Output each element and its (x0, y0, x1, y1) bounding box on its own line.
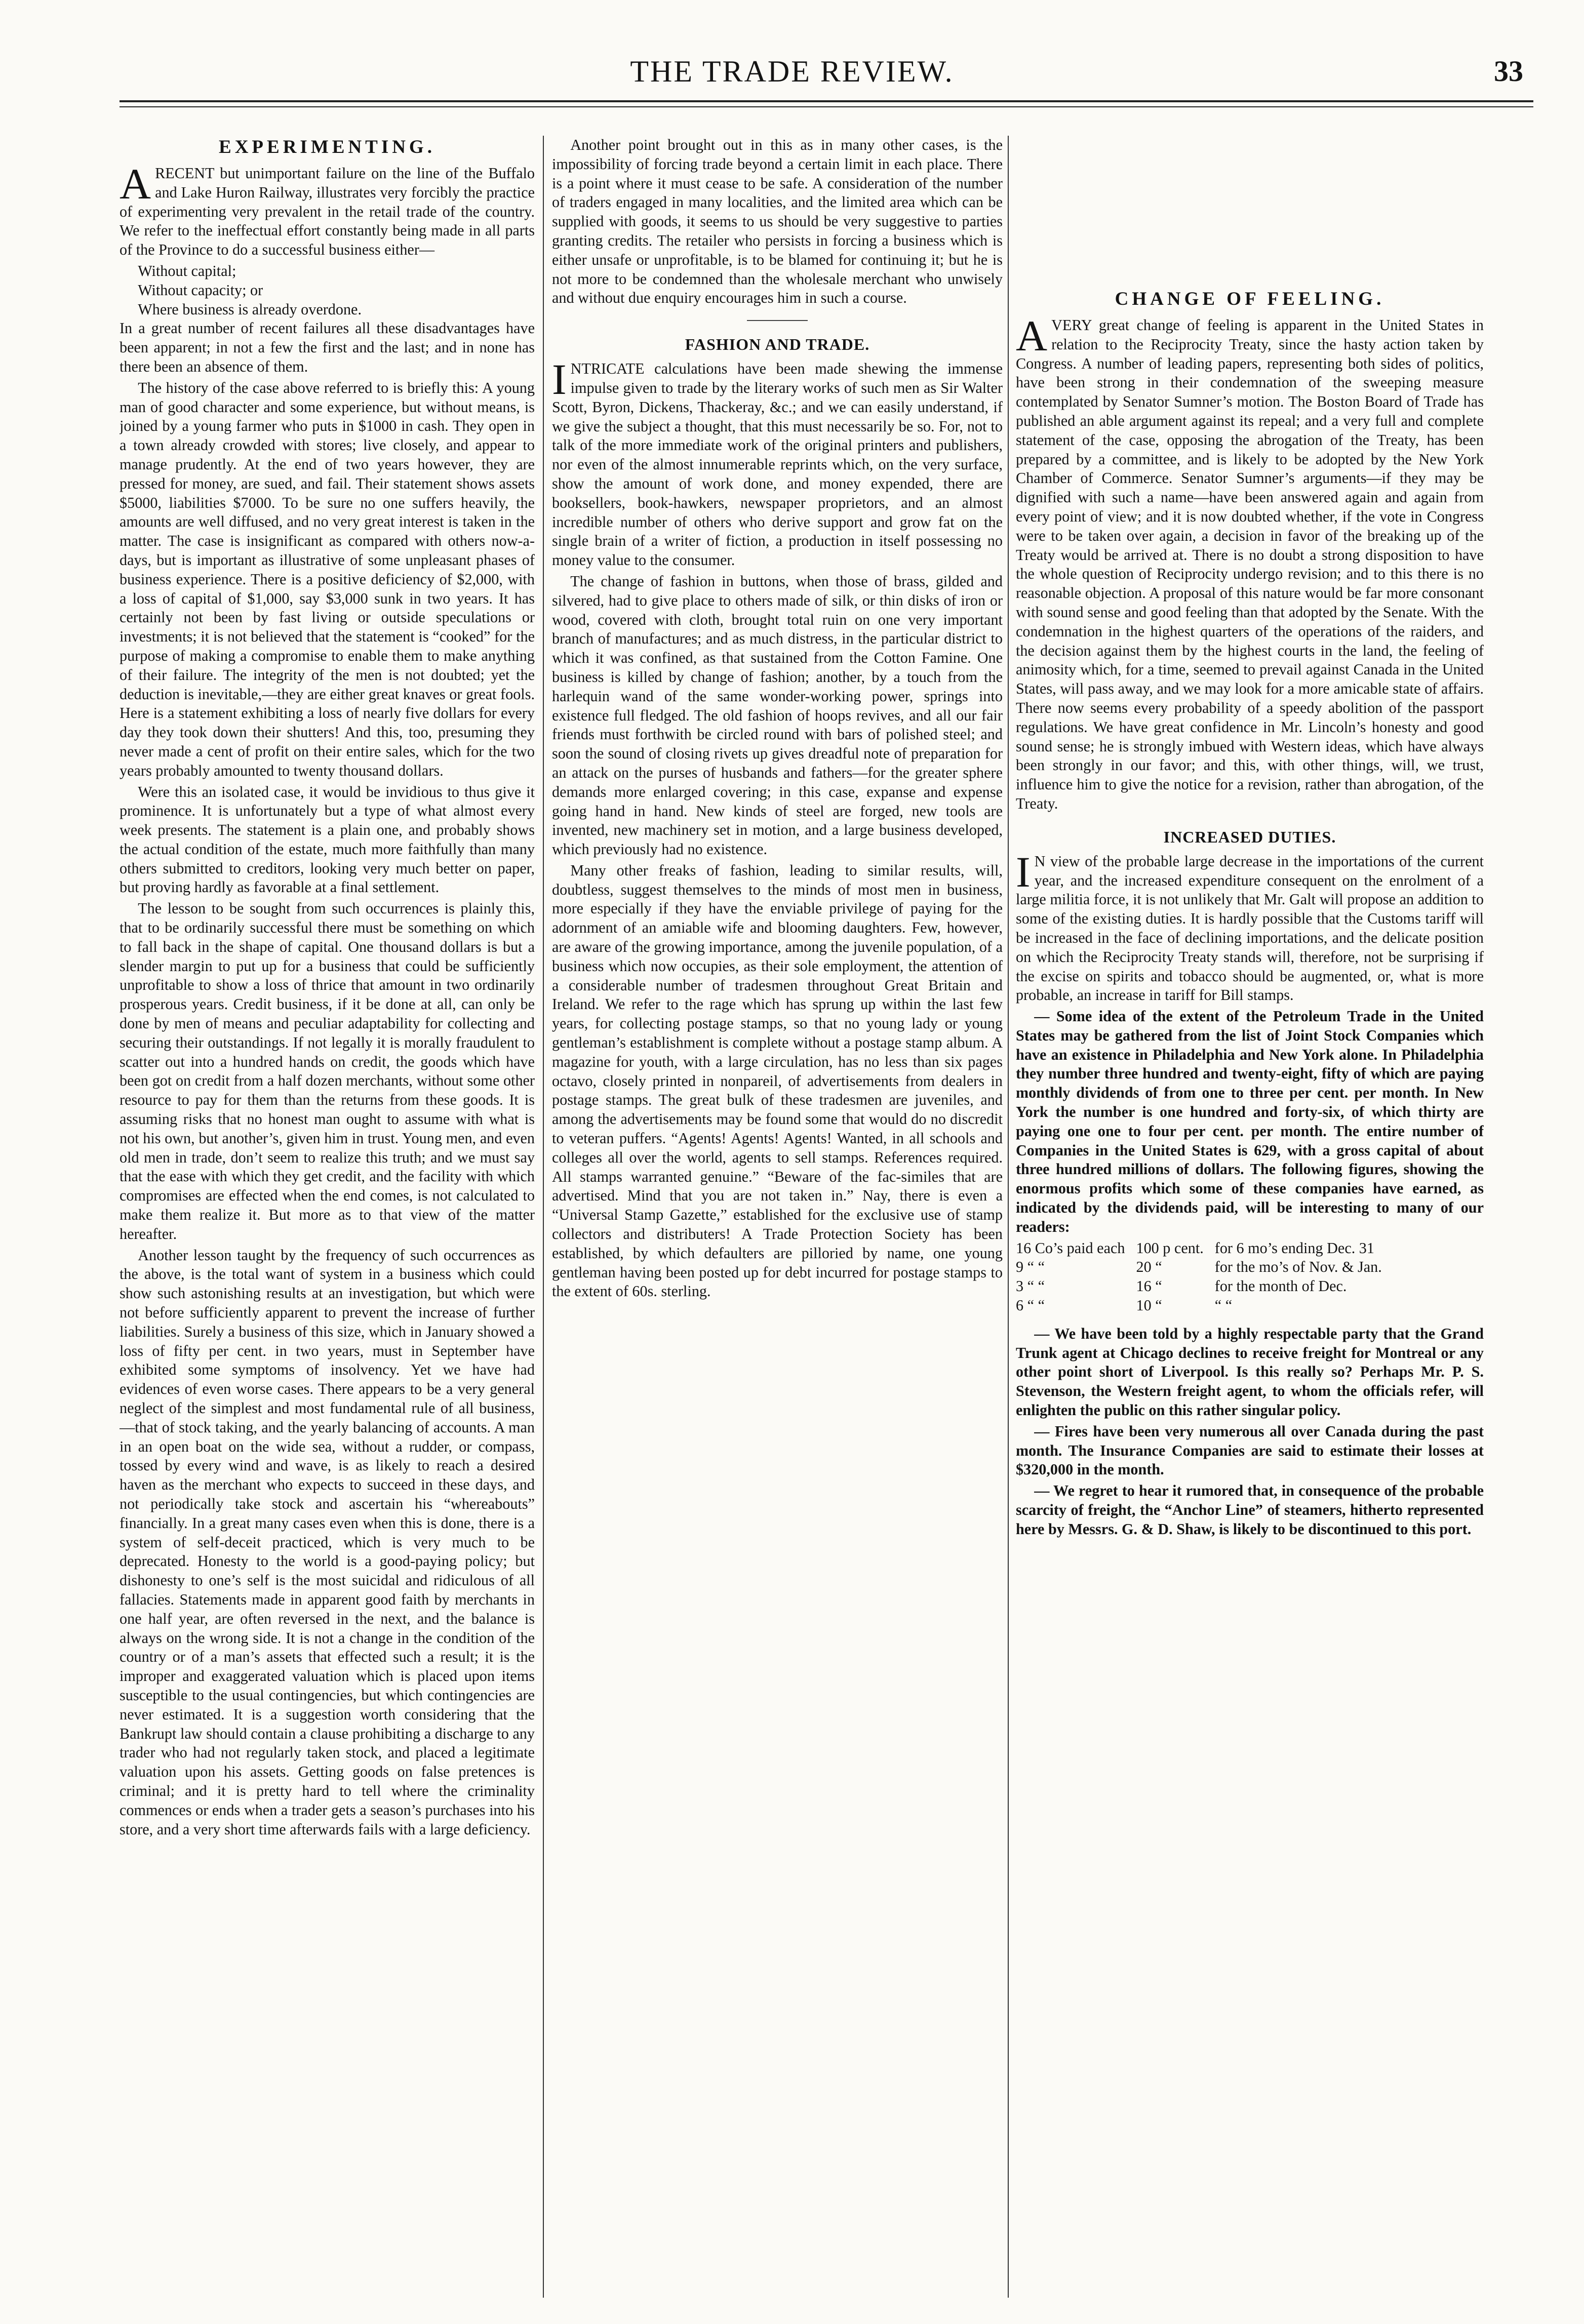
column-divider-1 (543, 136, 544, 2298)
column-2 (552, 136, 1003, 2308)
drop-cap: I (552, 355, 567, 404)
paragraph (1016, 847, 1484, 1005)
table-row (1016, 1296, 1393, 1315)
article-title-increased-duties: INCREASED DUTIES. (1163, 827, 1336, 846)
drop-cap: A (120, 159, 151, 208)
article-title-fashion-and-trade: FASHION AND TRADE. (685, 335, 870, 354)
running-head-title: THE TRADE REVIEW. (630, 55, 954, 88)
table-row (1016, 1277, 1393, 1296)
drop-cap: I (1016, 847, 1031, 896)
table-cell: 16 Co’s paid each (1016, 1239, 1125, 1257)
news-item-fires: — Fires have been very numerous all over Canada during the past month. The Insurance Companies are said to estimate their losses at $320,000 in the month. (1016, 1422, 1484, 1478)
column-divider-2 (1008, 136, 1009, 2298)
paragraph-text: NTRICATE calculations have been made shewing the immense impulse given to trade by the literary works of such men as Sir Walter Scott, Byron, Dickens, Thackeray, &c.; and we can easily understand, if we give the subject a thought, that this must necessarily be so. For, not to talk of the more immediate work of the original printers and publishers, nor even of the almost innumerable reprints which, on the very surface, show the amount of work done, and money expended, there are booksellers, book-hawkers, newspaper proprietors, and an almost incredible number of others who derive support and grow fat on the single brain of a writer of fiction, a production in itself possessing no money value to the consumer. (552, 360, 1003, 569)
paragraph: The change of fashion in buttons, when those of brass, gilded and silvered, had to give place to others made of silk, or thin disks of iron or wood, covered with cloth, brought total ruin on one very important branch of manufactures; and as much distress, in the particular district to which it was confined, as that sustained from the Cotton Famine. One business is killed by change of fashion; another, by a touch from the harlequin wand of the same wonder-working power, springs into existence full fledged. The old fashion of hoops revives, and all our fair friends must forthwith be circled round with bars of polished steel; and soon the sound of closing rivets up gives dreadful note of preparation for an attack on the purses of husbands and fathers—for the greater sphere demands more enlarged covering; in this case, expanse and expense going hand in hand. New kinds of steel are forged, new tools are invented, new machinery set in motion, and a large business developed, which previously had no existence. (552, 572, 1003, 858)
list-line: Without capital; (138, 262, 236, 279)
table-cell: 20 “ (1136, 1258, 1162, 1276)
column-3-continuation-space (1016, 136, 1484, 288)
dividends-table (1016, 1239, 1393, 1315)
list-line: Without capacity; or (138, 281, 263, 299)
article-experimenting (120, 136, 535, 1839)
table-cell: 100 p cent. (1136, 1239, 1204, 1257)
article-fashion-and-trade (552, 334, 1003, 1301)
news-item-petroleum: — Some idea of the extent of the Petroleum Trade in the United States may be gathered from the list of Joint Stock Companies which have an existence in Philadelphia and New York alone. In Philadelphia they number three hundred and twenty-eight, fifty of which are paying monthly dividends of from one to three per cent. per month. In New York the number is one hundred and forty-six, of which thirty are paying one one to four per cent. per month. The entire number of Companies in the United States is 629, with a gross capital of about three hundred millions of dollars. The following figures, showing the enormous profits which some of these companies have earned, as indicated by the dividends paid, will be interesting to many of our readers: (1016, 1008, 1484, 1235)
paragraph: Were this an isolated case, it would be invidious to thus give it prominence. It is unfortunately but a type of what almost every week presents. The statement is a plain one, and probably shows the actual condition of the estate, much more faithfully than many others submitted to creditors, looking very much better on paper, but proving hardly as favorable at a final settlement. (120, 783, 535, 896)
table-cell: 6 “ “ (1016, 1297, 1045, 1314)
table-cell: 16 “ (1136, 1277, 1162, 1295)
article-title-experimenting: EXPERIMENTING. (219, 137, 435, 157)
paragraph: Many other freaks of fashion, leading to similar results, will, doubtless, suggest themselves to the minds of most men in business, more especially if they have the enviable privilege of paying for the adornment of an amiable wife and blooming daughters. Few, however, are aware of the growing importance, among the juvenile population, of a business which now occupies, as their sole employment, the attention of a considerable number of tradesmen throughout Great Britain and Ireland. We refer to the rage which has sprung up within the last few years, for collecting postage stamps, so that no young lady or young gentleman’s establishment is complete without a postage stamp album. A magazine for youth, with a large circulation, has no less than six pages octavo, closely printed in nonpareil, of advertisements from dealers in postage stamps. The great bulk of these tradesmen are juveniles, and among the advertisements may be found some that would do no discredit to veteran puffers. “Agents! Agents! Agents! Wanted, in all schools and colleges all over the world, agents to sell stamps. References required. All stamps warranted genuine.” “Beware of the fac-similes that are advertised. Mind that you are not taken in.” Nay, there is even a “Universal Stamp Gazette,” established for the exclusive use of stamp collectors and distributers! A Trade Protection Society has been established, by which defaulters are pilloried by name, one young gentleman having been posted up for debt incurred for postage stamps to the extent of 60s. sterling. (552, 861, 1003, 1300)
article-change-of-feeling (1016, 288, 1484, 814)
paragraph: The lesson to be sought from such occurrences is plainly this, that to be ordinarily successful there must be something on which to fall back in the shape of capital. One thousand dollars is but a slender margin to put up for a business that could be sufficiently unprofitable to show a loss of thrice that amount in two ordinarily prosperous years. Credit business, if it be done at all, can only be done by men of means and peculiar adaptability for collecting and securing their outstandings. If not legally it is morally fraudulent to scatter out into a hundred hands on credit, the goods which have been got on credit from a half dozen merchants, without some other resource to pay for them than the returns from these goods. It is assuming risks that no honest man ought to assume with what is not his own, but another’s, given him in trust. Young men, and even old men in trade, don’t seem to realize this truth; and we must say that the ease with which they get credit, and the facility with which compromises are effected when the end comes, is not calculated to make them realize it. But more as to that view of the matter hereafter. (120, 900, 535, 1243)
paragraph: Another point brought out in this as in many other cases, is the impossibility of forcing trade beyond a certain limit in each place. There is a point where it must cease to be safe. A consideration of the number of traders engaged in many localities, and the limited area which can be supplied with goods, it seems to us should be very suggestive to parties granting credits. The retailer who persists in forcing a business which is either unsafe or unprofitable, is to be blamed for continuing it; but he is not more to be condemned than the wholesale merchant who unwisely and without due enquiry encourages him in such a course. (552, 136, 1003, 307)
news-item-grand-trunk: — We have been told by a highly respectable party that the Grand Trunk agent at Chicago declines to receive freight for Montreal or any other point short of Liverpool. Is this really so? Perhaps Mr. P. S. Stevenson, the Western freight agent, to whom the officials refer, will enlighten the public on this rather singular policy. (1016, 1325, 1484, 1419)
column-1 (120, 136, 535, 2308)
table-cell: 10 “ (1136, 1297, 1162, 1314)
paragraph: The history of the case above referred to is briefly this: A young man of good character and some experience, but without means, is joined by a young farmer who puts in $1000 in cash. They open in a town already crowded with stores; live closely, and appear to manage prudently. At the end of two years however, they are pressed for money, are sued, and fail. Their statement shows assets $5000, liabilities $7000. To be sure no one suffers heavily, the amounts are well diffused, and no very great interest is taken in the matter. The case is insignificant as compared with others now-a-days, but is important as illustrative of some unpleasant phases of business experience. There is a positive deficiency of $2,000, with a loss of capital of $1,000, say $3,000 sunk in two years. It has certainly not been by fast living or outside speculations or investments; it is not believed that the statement is “cooked” for the purpose of making a compromise to enable them to make anything of their failure. The integrity of the men is not doubted; yet the deduction is inevitable,—they are either great knaves or great fools. Here is a statement exhibiting a loss of nearly five dollars for every day they took down their shutters! And this, too, presuming they never made a cent of profit on their entire sales, which for the two years probably amounted to twenty thousand dollars. (120, 379, 535, 779)
column-3 (1016, 136, 1484, 2308)
paragraph: Another lesson taught by the frequency of such occurrences as the above, is the total want of system in a business which could show such astonishing results at an investigation, but which were not before sufficiently apparent to prevent the increase of further liabilities. Surely a business of this size, which in January showed a loss of fifty per cent. in two years, must in September have exhibited some symptoms of insolvency. Yet we have had evidences of even worse cases. There appears to be a very general neglect of the simplest and most fundamental rule of all business,—that of stock taking, and the yearly balancing of accounts. A man in an open boat on the wide sea, without a rudder, or compass, tossed by every wind and wave, is as likely to reach a desired haven as the merchant who expects to succeed in these days, and not periodically take stock and ascertain his “whereabouts” financially. In a great many cases even when this is done, there is a system of self-deceit practiced, which is very much to be deprecated. Honesty to the world is a good-paying policy; but dishonesty to one’s self is the most suicidal and ridiculous of all fallacies. Statements made in apparent good faith by merchants in one half year, are often reversed in the next, and the balance is always on the wrong side. It is not a change in the condition of the country or of a man’s assets that effected such a result; it is the improper and exaggerated valuation which is placed upon items susceptible to the usual contingencies, but which contingencies are never estimated. It is a suggestion worth considering that the Bankrupt law should contain a clause prohibiting a discharge to any trader who had not regularly taken stock, and placed a legitimate valuation upon his assets. Getting goods on false pretences is criminal; and it is pretty hard to tell where the criminality commences or ends when a trader gets a season’s purchases into his store, and a very short time afterwards fails with a large deficiency. (120, 1246, 535, 1838)
paragraph (552, 355, 1003, 570)
paragraph-text: RECENT but unimportant failure on the line of the Buffalo and Lake Huron Railway, illustrates very forcibly the practice of experimenting very prevalent in the retail trade of the country. We refer to the ineffectual effort constantly being made in all parts of the Province to do a successful business either— (120, 165, 535, 259)
table-cell: 3 “ “ (1016, 1277, 1045, 1295)
news-items (1016, 1007, 1484, 1539)
table-cell: for 6 mo’s ending Dec. 31 (1214, 1239, 1374, 1257)
paragraph-text: N view of the probable large decrease in the importations of the current year, and the increased expenditure consequent on the enrolment of a large militia force, it is not unlikely that Mr. Galt will propose an addition to some of the existing duties. It is hardly possible that the Customs tariff will be increased in the face of declining importations, and the delicate position on which the Reciprocity Treaty stands will, therefore, not be surprising if the excise on spirits and tobacco should be augmented, or, what is more probable, an increase in tariff for Bill stamps. (1016, 852, 1484, 1004)
header-rule-thick (120, 100, 1533, 102)
table-row (1016, 1239, 1393, 1258)
list-line: Where business is already overdone. (138, 300, 362, 318)
table-row (1016, 1258, 1393, 1277)
paragraph (120, 159, 535, 260)
table-cell: for the month of Dec. (1214, 1277, 1347, 1295)
paragraph: In a great number of recent failures all these disadvantages have been apparent; in not a few the first and the last; and in none has there been an absence of them. (120, 319, 535, 375)
paragraph (1016, 311, 1484, 814)
section-separator (747, 320, 808, 321)
table-cell: 9 “ “ (1016, 1258, 1045, 1276)
article-title-change-of-feeling: CHANGE OF FEELING. (1115, 289, 1385, 309)
article-increased-duties (1016, 827, 1484, 1005)
header-rule-thin (120, 106, 1533, 107)
table-cell: “ “ (1214, 1297, 1233, 1314)
paragraph-text: VERY great change of feeling is apparent in the United States in relation to the Reciprocity Treaty, since the hasty action taken by Congress. A number of leading papers, representing both sides of politics, have been strong in their condemnation of the sweeping measure contemplated by Senator Sumner’s motion. The Boston Board of Trade has published an able argument against its repeal; and a very full and complete statement of the case, opposing the abrogation of the Treaty, has been prepared by a committee, and is likely to be adopted by the New York Chamber of Commerce. Senator Sumner’s arguments—if they may be dignified with such a name—have been answered again and again from every point of view; and it is now doubted whether, if the vote in Congress were to be taken over again, a decision in favor of the breaking up of the Treaty would be arrived at. There is no doubt a strong disposition to have the whole question of Reciprocity undergo revision; and to this there is no reasonable objection. A proposal of this nature would be far more consonant with sound sense and good feeling than that adopted by the Senate. With the condemnation in the highest quarters of the operations of the raiders, and the decision against them by the highest courts in the land, the feeling of animosity which, for a time, seemed to prevail against Canada in the United States, will pass away, and we may look for a more amicable state of affairs. There now seems every probability of a speedy abolition of the passport regulations. We have great confidence in Mr. Lincoln’s honesty and good sound sense; he is strongly imbued with Western ideas, which have always been strongly in our favor; and this, with other things, will, we trust, influence him to give the notice for a revision, rather than abrogation, of the Treaty. (1016, 316, 1484, 812)
table-cell: for the mo’s of Nov. & Jan. (1214, 1258, 1382, 1276)
drop-cap: A (1016, 311, 1048, 360)
news-item-anchor-line: — We regret to hear it rumored that, in consequence of the probable scarcity of freight, the “Anchor Line” of steamers, hitherto represented here by Messrs. G. & D. Shaw, is likely to be discontinued to this port. (1016, 1482, 1484, 1538)
page-number: 33 (1494, 55, 1523, 88)
